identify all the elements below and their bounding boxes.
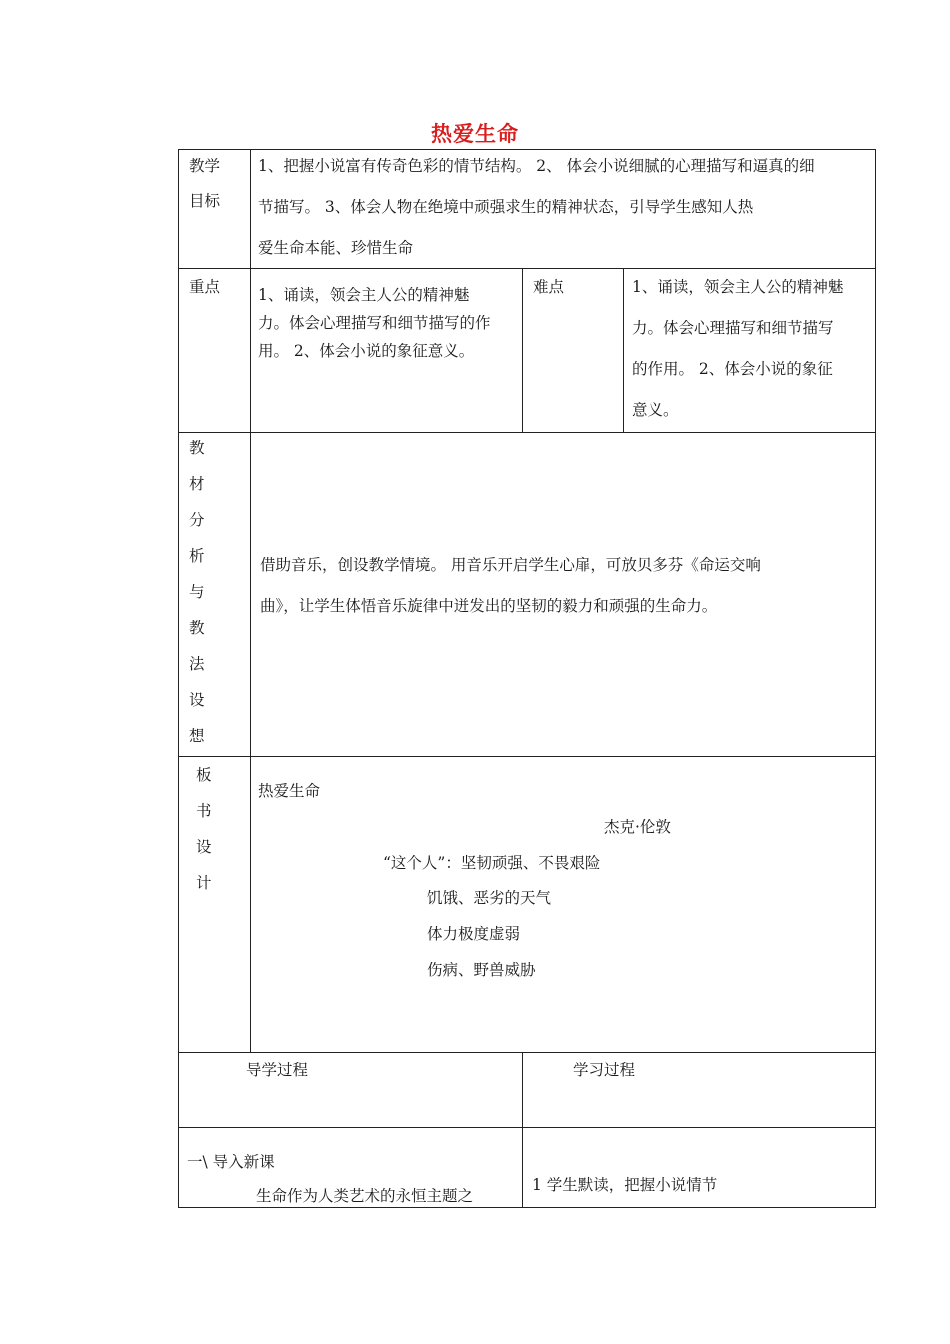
column-divider — [522, 268, 523, 432]
method-label-char: 想 — [189, 727, 205, 745]
study-process-header: 学习过程 — [573, 1061, 636, 1079]
row-divider — [178, 1127, 876, 1128]
board-label-char: 设 — [196, 838, 212, 856]
table-border-right — [875, 149, 876, 1207]
key-points-label: 重点 — [189, 278, 221, 296]
guide-process-header: 导学过程 — [246, 1061, 309, 1079]
intro-title: 一\ 导入新课 — [187, 1153, 275, 1171]
method-line: 曲》，让学生体悟音乐旋律中迸发出的坚韧的毅力和顽强的生命力。 — [260, 597, 718, 615]
row-divider — [178, 268, 876, 269]
board-label-char: 板 — [196, 766, 212, 784]
method-label-char: 设 — [189, 691, 205, 709]
board-item: 伤病、野兽威胁 — [427, 961, 536, 979]
method-label-char: 与 — [189, 583, 205, 601]
board-item: 体力极度虚弱 — [427, 925, 521, 943]
study-first-step: 1 学生默读，把握小说情节 — [532, 1176, 718, 1194]
method-label-char: 析 — [189, 547, 205, 565]
method-label-char: 教 — [189, 619, 205, 637]
difficulties-line: 的作用。 2、体会小说的象征 — [632, 360, 833, 378]
board-heading: 热爱生命 — [258, 782, 321, 800]
row-divider — [178, 1052, 876, 1053]
goals-line: 节描写。 3、体会人物在绝境中顽强求生的精神状态，引导学生感知人热 — [258, 198, 754, 216]
label-column-divider — [250, 149, 251, 1052]
key-points-line: 力。体会心理描写和细节描写的作 — [258, 314, 491, 332]
goals-line: 1、把握小说富有传奇色彩的情节结构。 2、 体会小说细腻的心理描写和逼真的细 — [258, 157, 815, 175]
board-label-char: 书 — [196, 802, 212, 820]
goals-label-line1: 教学 — [189, 157, 221, 175]
method-line: 借助音乐，创设教学情境。 用音乐开启学生心扉，可放贝多芬《命运交响 — [260, 556, 761, 574]
key-points-line: 1、诵读，领会主人公的精神魅 — [258, 286, 470, 304]
difficulties-line: 1、诵读，领会主人公的精神魅 — [632, 278, 844, 296]
column-divider — [522, 1052, 523, 1207]
board-person: “这个人”：坚韧顽强、不畏艰险 — [383, 854, 601, 872]
difficulties-label: 难点 — [533, 278, 565, 296]
column-divider — [623, 268, 624, 432]
method-label-char: 法 — [189, 655, 205, 673]
goals-line: 爱生命本能、珍惜生命 — [258, 239, 414, 257]
row-divider — [178, 432, 876, 433]
method-label-char: 教 — [189, 439, 205, 457]
table-border-bottom — [178, 1207, 876, 1208]
goals-label-line2: 目标 — [189, 192, 221, 210]
method-label-char: 材 — [189, 475, 205, 493]
method-label-char: 分 — [189, 511, 205, 529]
page-title: 热爱生命 — [431, 122, 519, 146]
difficulties-line: 力。体会心理描写和细节描写 — [632, 319, 834, 337]
board-item: 饥饿、恶劣的天气 — [427, 889, 552, 907]
table-border-left — [178, 149, 179, 1207]
row-divider — [178, 756, 876, 757]
key-points-line: 用。 2、体会小说的象征意义。 — [258, 342, 475, 360]
difficulties-line: 意义。 — [632, 401, 679, 419]
board-label-char: 计 — [196, 874, 212, 892]
intro-text: 生命作为人类艺术的永恒主题之 — [256, 1187, 474, 1205]
table-border-top — [178, 149, 876, 150]
board-author: 杰克·伦敦 — [604, 818, 671, 836]
